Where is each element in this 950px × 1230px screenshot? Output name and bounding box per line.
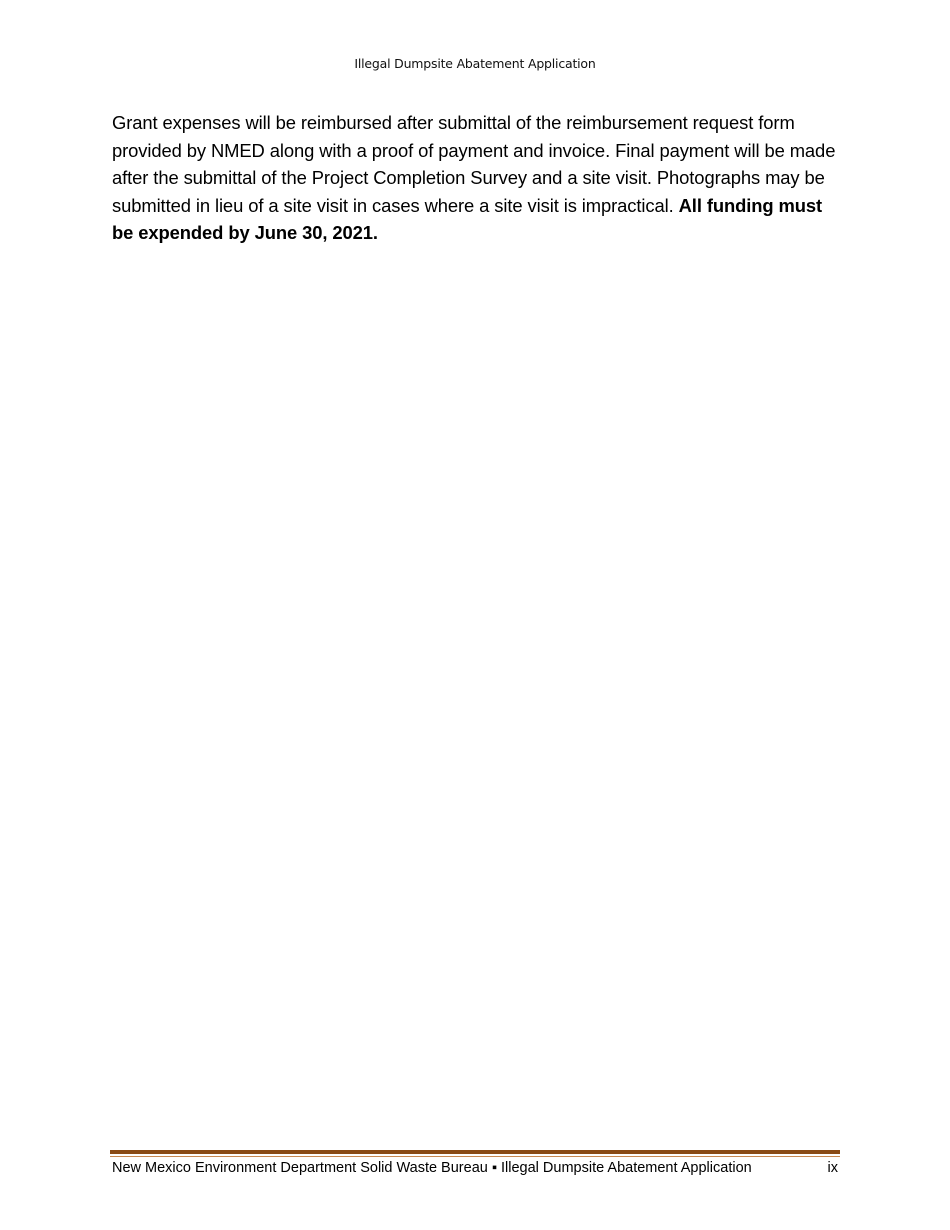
running-header: Illegal Dumpsite Abatement Application bbox=[354, 56, 596, 71]
footer-rule bbox=[110, 1150, 840, 1154]
body-paragraph bbox=[112, 109, 840, 247]
running-footer: New Mexico Environment Department Solid Waste Bureau ▪ Illegal Dumpsite Abatement Application bbox=[112, 1160, 752, 1176]
paragraph-text: Grant expenses will be reimbursed after submittal of the reimbursement request form provided by NMED along with a proof of payment and invoice. Final payment will be made after the submittal of the Project Completion Survey and a site visit. Photographs may be submitted in lieu of a site visit in cases where a site visit is impractical. bbox=[112, 112, 836, 216]
funding-deadline-emphasis: All funding must be expended by June 30, 2021. bbox=[112, 194, 823, 244]
page-number: ix bbox=[827, 1160, 838, 1176]
footer-rule-thin bbox=[110, 1156, 840, 1157]
